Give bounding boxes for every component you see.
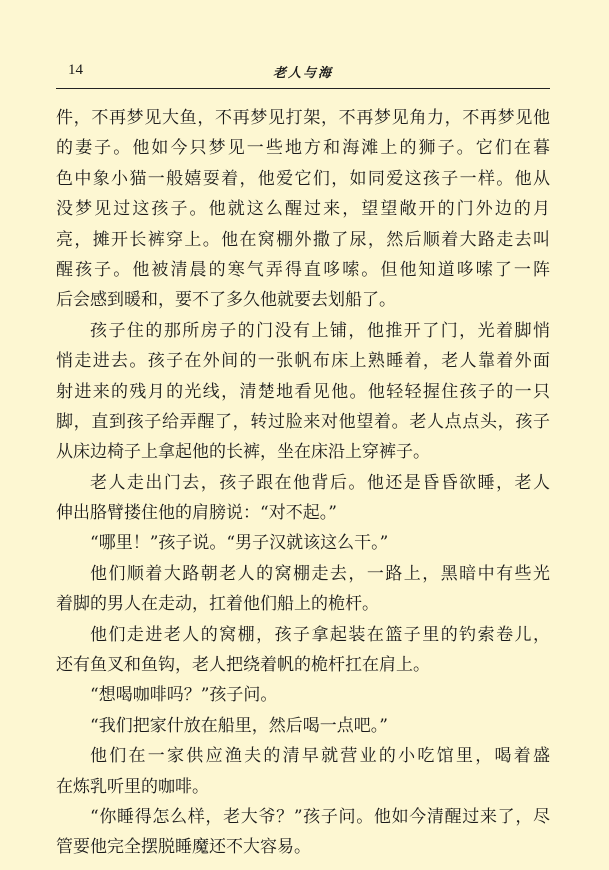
text-line: “哪里！”孩子说。“男子汉就该这么干。” [90,533,389,554]
page-number: 14 [68,62,83,78]
text-line: 色中象小猫一般嬉耍着，他爱它们，如同爱这孩子一样。他从 [56,168,550,189]
page-header [56,58,550,89]
text-line: 亮，摊开长裤穿上。他在窝棚外撒了尿，然后顺着大路走去叫 [56,229,550,250]
text-line: “想喝咖啡吗？”孩子问。 [90,685,278,706]
text-line: 射进来的残月的光线，清楚地看见他。他轻轻握住孩子的一只 [56,381,550,402]
text-line: 老人走出门去，孩子跟在他背后。他还是昏昏欲睡，老人 [90,472,550,493]
text-line: 伸出胳臂搂住他的肩膀说：“对不起。” [56,503,337,524]
text-line: 孩子住的那所房子的门没有上铺，他推开了门，光着脚悄 [90,320,550,341]
text-line: 他们走进老人的窝棚，孩子拿起装在篮子里的钓索卷儿， [90,624,550,645]
text-line: 他们顺着大路朝老人的窝棚走去，一路上，黑暗中有些光 [90,563,550,584]
text-line: 在炼乳听里的咖啡。 [56,776,209,797]
running-title: 老人与海 [272,66,333,81]
text-line: 悄走进去。孩子在外间的一张帆布床上熟睡着，老人靠着外面 [56,351,550,372]
text-line: 后会感到暖和，要不了多久他就要去划船了。 [56,290,396,311]
text-line: 管要他完全摆脱睡魔还不大容易。 [56,837,311,858]
text-line: 他们在一家供应渔夫的清早就营业的小吃馆里，喝着盛 [90,746,550,767]
text-line: 件，不再梦见大鱼，不再梦见打架，不再梦见角力，不再梦见他 [56,108,550,128]
text-line: 脚，直到孩子给弄醒了，转过脸来对他望着。老人点点头，孩子 [56,411,550,432]
text-line: 还有鱼叉和鱼钩，老人把绕着帆的桅杆扛在肩上。 [56,655,430,676]
text-line: 的妻子。他如今只梦见一些地方和海滩上的狮子。它们在暮 [56,138,550,159]
text-line: 着脚的男人在走动，扛着他们船上的桅杆。 [56,594,379,615]
body-text [56,103,550,863]
text-line: 从床边椅子上拿起他的长裤，坐在床沿上穿裤子。 [56,442,430,463]
text-line: 醒孩子。他被清晨的寒气弄得直哆嗦。但他知道哆嗦了一阵 [56,259,550,280]
text-line: “你睡得怎么样，老大爷？”孩子问。他如今清醒过来了，尽 [90,806,550,827]
text-line: “我们把家什放在船里，然后喝一点吧。” [90,715,388,736]
text-line: 没梦见过这孩子。他就这么醒过来，望望敞开的门外边的月 [56,199,550,220]
